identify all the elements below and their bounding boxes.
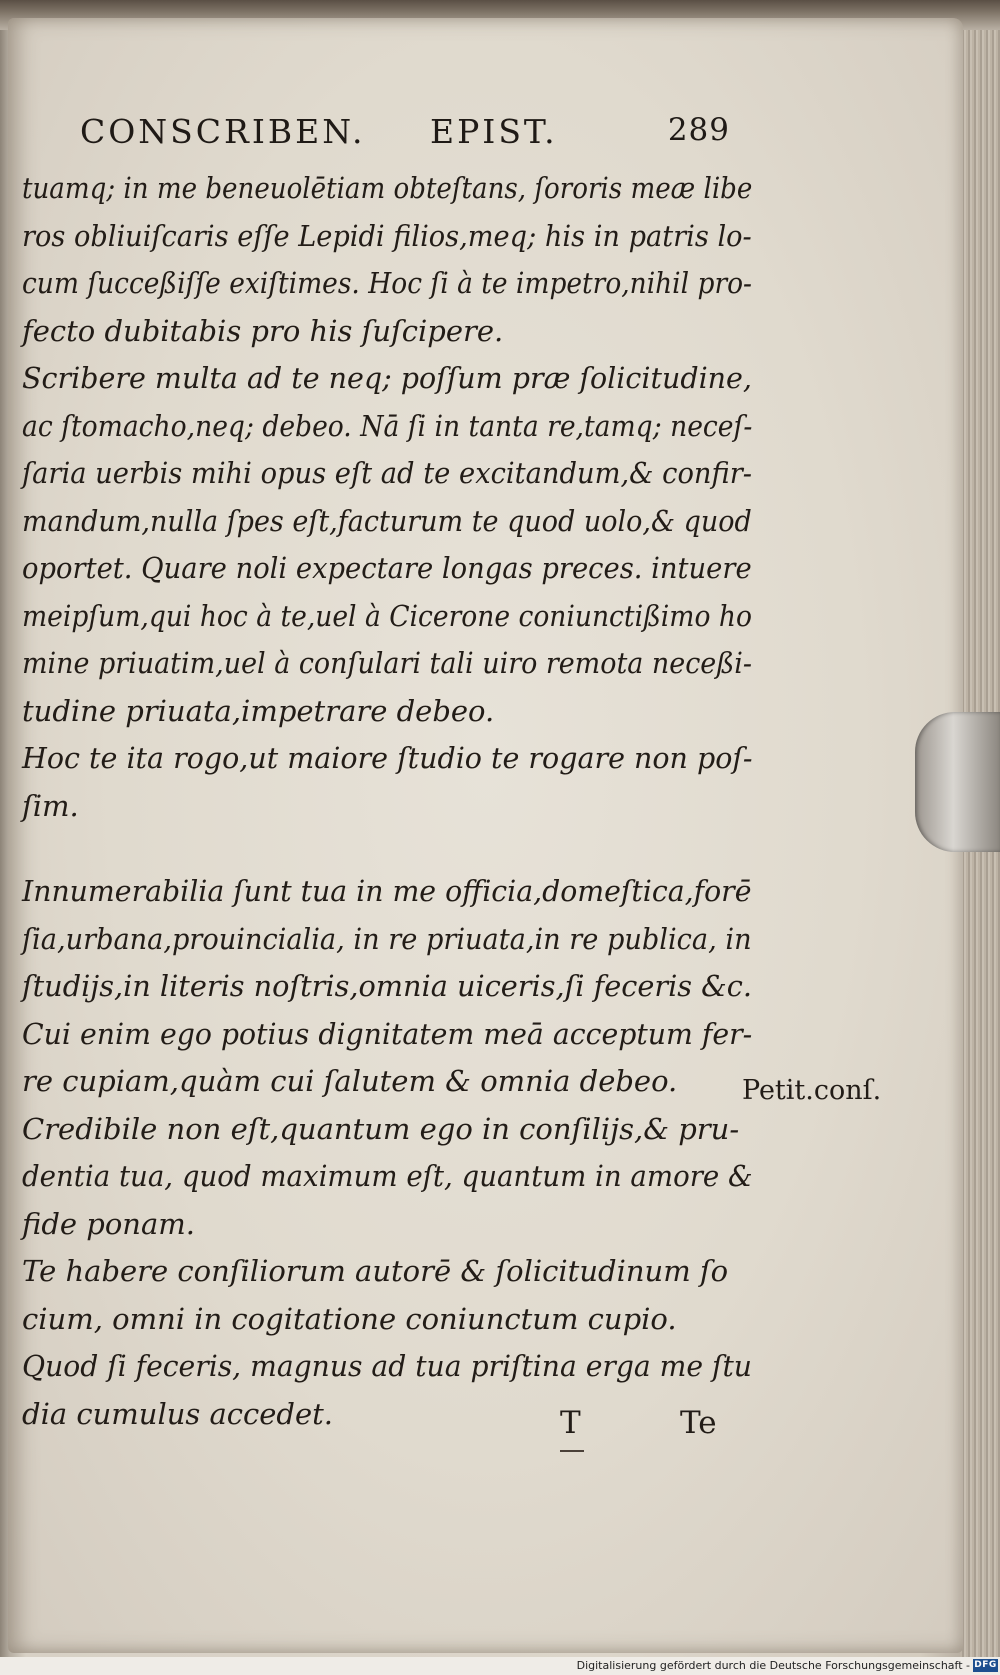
text-line: ſim.	[22, 788, 79, 823]
text-line: ſaria uerbis mihi opus eſt ad te excitandum,& confir-	[22, 456, 753, 490]
text-line: dia cumulus accedet.	[22, 1396, 334, 1431]
text-line: Innumerabilia ſunt tua in me officia,domeſtica,forē	[22, 874, 752, 908]
digitization-footer	[0, 1657, 1000, 1675]
text-line: ros obliuiſcaris eſſe Lepidi filios,meq; his in patris lo-	[22, 218, 752, 253]
footer-credit: Digitalisierung gefördert durch die Deutsche Forschungsgemeinschaft -	[576, 1659, 970, 1672]
text-line: ſtudijs,in literis noſtris,omnia uiceris,ſi feceris &c.	[22, 969, 752, 1003]
text-line: dentia tua, quod maximum eſt, quantum in amore &	[22, 1159, 753, 1193]
signature-underline	[560, 1450, 584, 1452]
dfg-logo: DFG	[974, 1660, 997, 1670]
text-line: ſia,urbana,prouincialia, in re priuata,in re publica, in	[22, 921, 752, 956]
text-line: mine priuatim,uel à conſulari tali uiro remota neceßi-	[22, 646, 752, 680]
text-line: fecto dubitabis pro his ſuſcipere.	[22, 313, 504, 348]
running-header	[80, 112, 730, 156]
bookmark-tab	[915, 712, 1000, 852]
text-line: cium, omni in cogitatione coniunctum cupio.	[22, 1301, 677, 1336]
text-line: Te habere conſiliorum autorē & ſolicitudinum ſo	[22, 1254, 729, 1288]
text-line: ac ſtomacho,neq; debeo. Nā ſi in tanta re,tamq; neceſ-	[22, 408, 753, 443]
text-line: tudine priuata,impetrare debeo.	[22, 693, 495, 728]
text-line: re cupiam,quàm cui ſalutem & omnia debeo.	[22, 1064, 678, 1098]
text-line: fide ponam.	[22, 1206, 195, 1241]
body-text	[22, 165, 752, 1438]
text-line: Scribere multa ad te neq; poſſum præ ſolicitudine,	[22, 361, 752, 395]
text-line: oportet. Quare noli expectare longas preces. intuere	[22, 551, 752, 585]
text-line: cum ſucceßiſſe exiſtimes. Hoc ſi à te impetro,nihil pro-	[22, 266, 752, 300]
text-line: meipſum,qui hoc à te,uel à Cicerone coniunctißimo ho	[22, 598, 752, 633]
text-line: tuamq; in me beneuolētiam obteſtans, ſororis meæ libe	[22, 171, 753, 205]
text-line: Hoc te ita rogo,ut maiore ſtudio te rogare non poſ-	[22, 741, 753, 775]
text-line: Quod ſi feceris, magnus ad tua priſtina erga me ſtu	[22, 1349, 752, 1383]
margin-note: Petit.conſ.	[742, 1075, 882, 1106]
running-title: CONSCRIBEN.	[80, 112, 366, 151]
running-section: EPIST.	[430, 112, 558, 151]
signature-mark: T	[560, 1405, 581, 1441]
catchword: Te	[680, 1405, 717, 1441]
text-line: Cui enim ego potius dignitatem meā acceptum fer-	[22, 1016, 753, 1051]
text-line: mandum,nulla ſpes eſt,facturum te quod uolo,& quod	[22, 503, 752, 538]
page-number: 289	[667, 112, 730, 148]
text-line: Credibile non eſt,quantum ego in conſilijs,& pru-	[22, 1111, 740, 1146]
